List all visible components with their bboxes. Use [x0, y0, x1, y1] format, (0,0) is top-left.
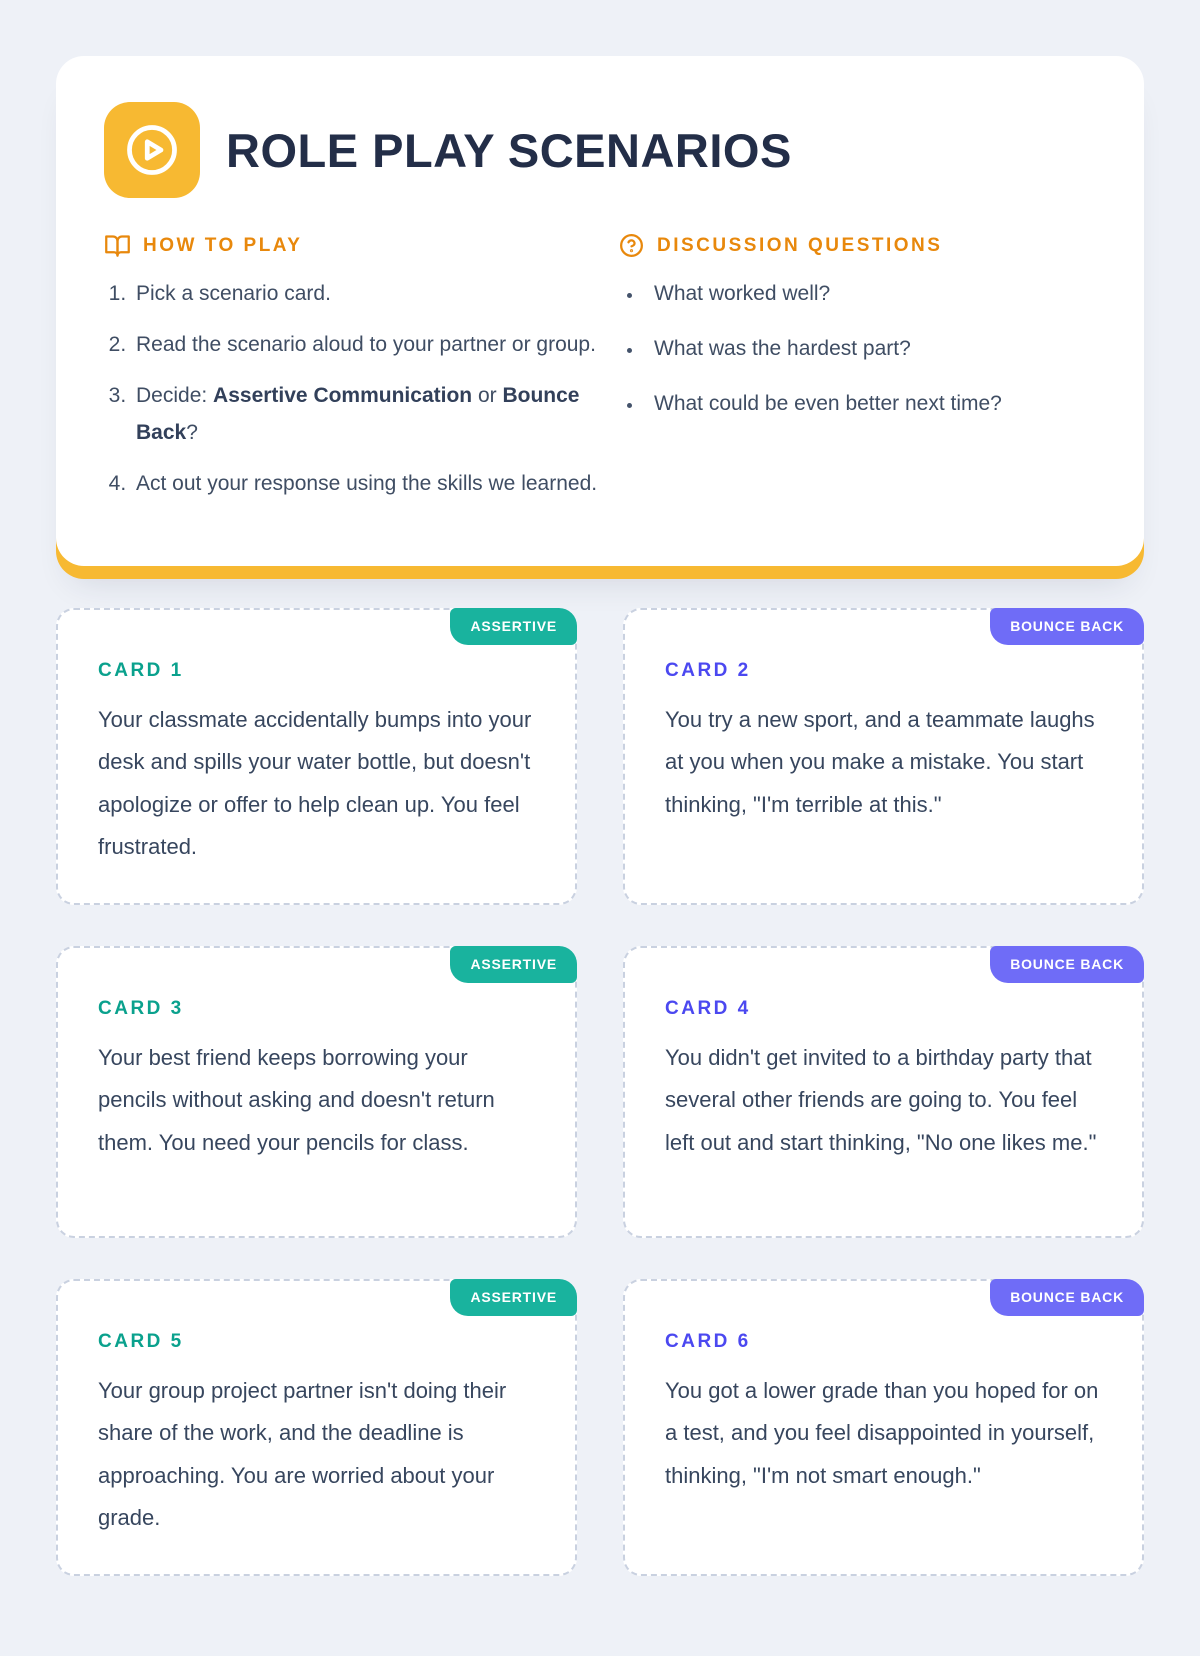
card-title: CARD 6	[665, 1330, 751, 1352]
question-item: • What was the hardest part?	[644, 330, 1096, 368]
assertive-badge: ASSERTIVE	[450, 1279, 577, 1316]
how-to-play-heading	[104, 232, 600, 259]
scenario-card-2	[623, 608, 1144, 905]
card-text: You got a lower grade than you hoped for on a test, and you feel disappointed in yourself, thinking, "I'm not smart enough."	[665, 1377, 1099, 1488]
how-to-play-label: HOW TO PLAY	[143, 234, 303, 256]
bounce-back-badge: BOUNCE BACK	[990, 946, 1144, 983]
play-circle-icon	[104, 102, 200, 198]
scenario-card-5	[56, 1279, 577, 1576]
card-title: CARD 2	[665, 659, 751, 681]
card-title: CARD 1	[98, 659, 184, 681]
page-title: ROLE PLAY SCENARIOS	[226, 123, 792, 177]
scenario-cards-grid	[56, 608, 1144, 1576]
how-to-play-section	[104, 206, 600, 516]
card-text: You didn't get invited to a birthday party that several other friends are going to. You feel left out and start thinking, "No one likes me."	[665, 1044, 1097, 1155]
header-card	[56, 56, 1144, 566]
card-text: Your best friend keeps borrowing your pencils without asking and doesn't return them. You need your pencils for class.	[98, 1044, 495, 1155]
bounce-back-badge: BOUNCE BACK	[990, 1279, 1144, 1316]
card-text: Your classmate accidentally bumps into your desk and spills your water bottle, but doesn't apologize or offer to help clean up. You feel frustrated.	[98, 706, 532, 860]
header-title-row	[104, 102, 1096, 198]
discussion-questions-section	[600, 206, 1096, 516]
open-book-icon	[104, 232, 131, 259]
assertive-badge: ASSERTIVE	[450, 608, 577, 645]
scenario-card-3	[56, 946, 577, 1238]
discussion-questions-heading	[618, 232, 1096, 259]
card-text: Your group project partner isn't doing their share of the work, and the deadline is approaching. You are worried about your grade.	[98, 1377, 507, 1531]
card-title: CARD 3	[98, 997, 184, 1019]
step-2: 2. Read the scenario aloud to your partner or group.	[132, 326, 600, 364]
card-title: CARD 4	[665, 997, 751, 1019]
card-text: You try a new sport, and a teammate laughs at you when you make a mistake. You start thinking, "I'm terrible at this."	[665, 706, 1095, 817]
discussion-questions-label: DISCUSSION QUESTIONS	[657, 234, 943, 256]
question-item: • What could be even better next time?	[644, 385, 1096, 423]
scenario-card-4	[623, 946, 1144, 1238]
bounce-back-badge: BOUNCE BACK	[990, 608, 1144, 645]
step-1: 1. Pick a scenario card.	[132, 275, 600, 313]
card-title: CARD 5	[98, 1330, 184, 1352]
scenario-card-1	[56, 608, 577, 905]
discussion-questions-list	[618, 275, 1096, 422]
scenario-card-6	[623, 1279, 1144, 1576]
assertive-badge: ASSERTIVE	[450, 946, 577, 983]
help-circle-icon	[618, 232, 645, 259]
header-columns	[104, 206, 1096, 516]
step-3: 3. Decide: Assertive Communication or Bounce Back?	[132, 377, 600, 453]
question-item: • What worked well?	[644, 275, 1096, 313]
how-to-play-steps	[104, 275, 600, 503]
step-4: 4. Act out your response using the skills we learned.	[132, 465, 600, 503]
